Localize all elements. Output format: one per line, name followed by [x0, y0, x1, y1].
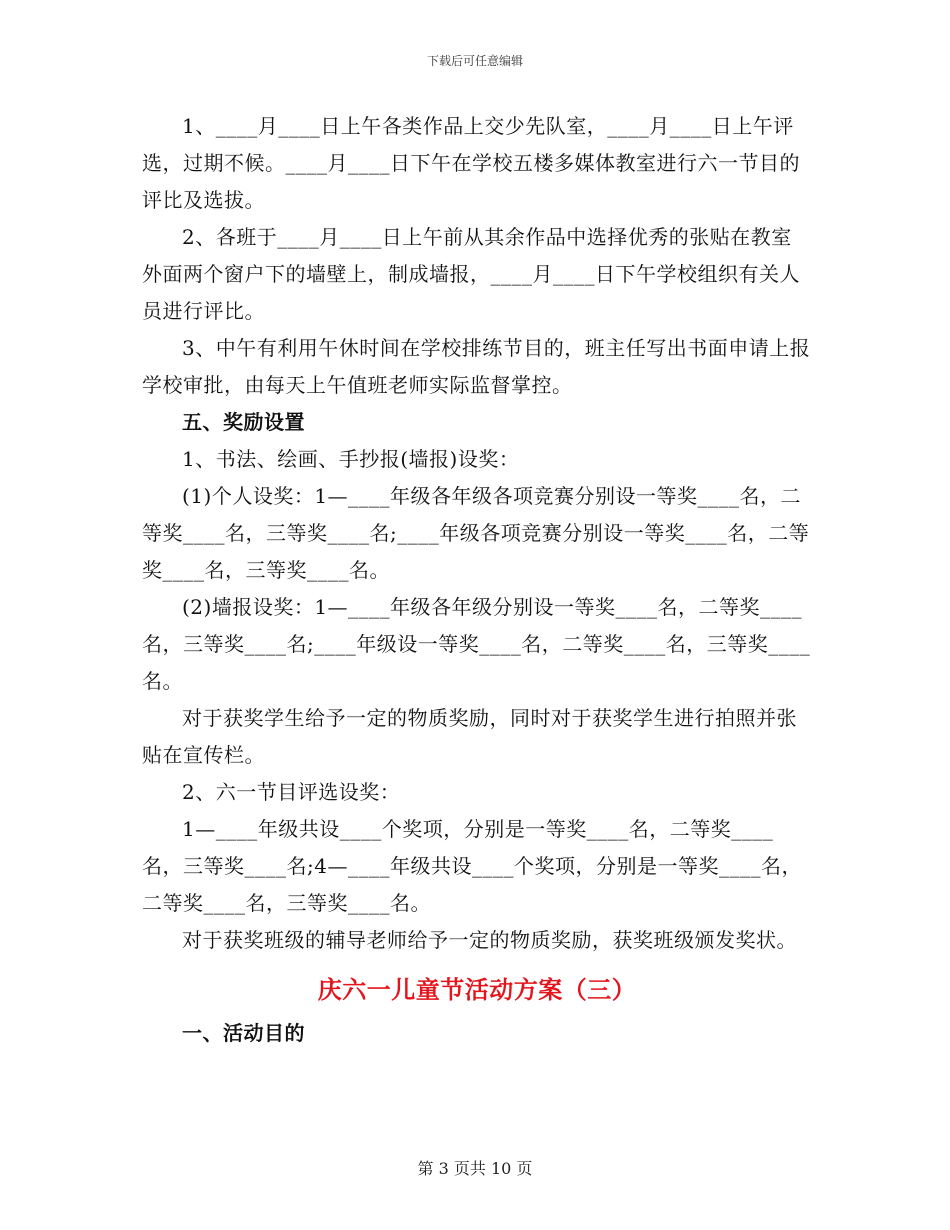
- paragraph-schedule-1: 1、____月____日上午各类作品上交少先队室，____月____日上午评选，过期不候。____月____日下午在学校五楼多媒体教室进行六一节目的评比及选拔。: [142, 114, 800, 212]
- page-footer-number: 第 3 页共 10 页: [417, 1159, 533, 1178]
- paragraph-wall-newspaper-awards: (2)墙报设奖：1—____年级各年级分别设一等奖____名，二等奖____名，三等奖____名;____年级设一等奖____名，二等奖____名，三等奖____名。: [142, 595, 811, 693]
- paragraph-student-rewards: 对于获奖学生给予一定的物质奖励，同时对于获奖学生进行拍照并张贴在宣传栏。: [142, 706, 797, 767]
- paragraph-schedule-3: 3、中午有利用午休时间在学校排练节目的，班主任写出书面申请上报学校审批，由每天上午值班老师实际监督掌控。: [142, 336, 811, 397]
- page-header-note: 下载后可任意编辑: [426, 54, 523, 68]
- section-heading-awards: 五、奖励设置: [182, 410, 305, 434]
- document-body: [142, 108, 812, 1052]
- subheading-activity-purpose: 一、活动目的: [182, 1021, 305, 1045]
- paragraph-teacher-rewards: 对于获奖班级的辅导老师给予一定的物质奖励，获奖班级颁发奖状。: [182, 928, 797, 952]
- paragraph-schedule-2: 2、各班于____月____日上午前从其余作品中选择优秀的张贴在教室外面两个窗户下的墙壁上，制成墙报，____月____日下午学校组织有关人员进行评比。: [142, 225, 800, 323]
- document-section-title: 庆六一儿童节活动方案（三）: [317, 976, 637, 1004]
- paragraph-program-awards: 1—____年级共设____个奖项，分别是一等奖____名，二等奖____名，三等奖____名;4—____年级共设____个奖项，分别是一等奖____名，二等奖____名，三等奖____名。: [142, 817, 802, 915]
- paragraph-awards-category-2: 2、六一节目评选设奖：: [182, 780, 401, 804]
- paragraph-awards-category-1: 1、书法、绘画、手抄报(墙报)设奖：: [182, 447, 520, 471]
- paragraph-individual-awards: (1)个人设奖：1—____年级各年级各项竞赛分别设一等奖____名，二等奖____名，三等奖____名;____年级各项竞赛分别设一等奖____名，二等奖____名，三等奖____名。: [142, 484, 810, 582]
